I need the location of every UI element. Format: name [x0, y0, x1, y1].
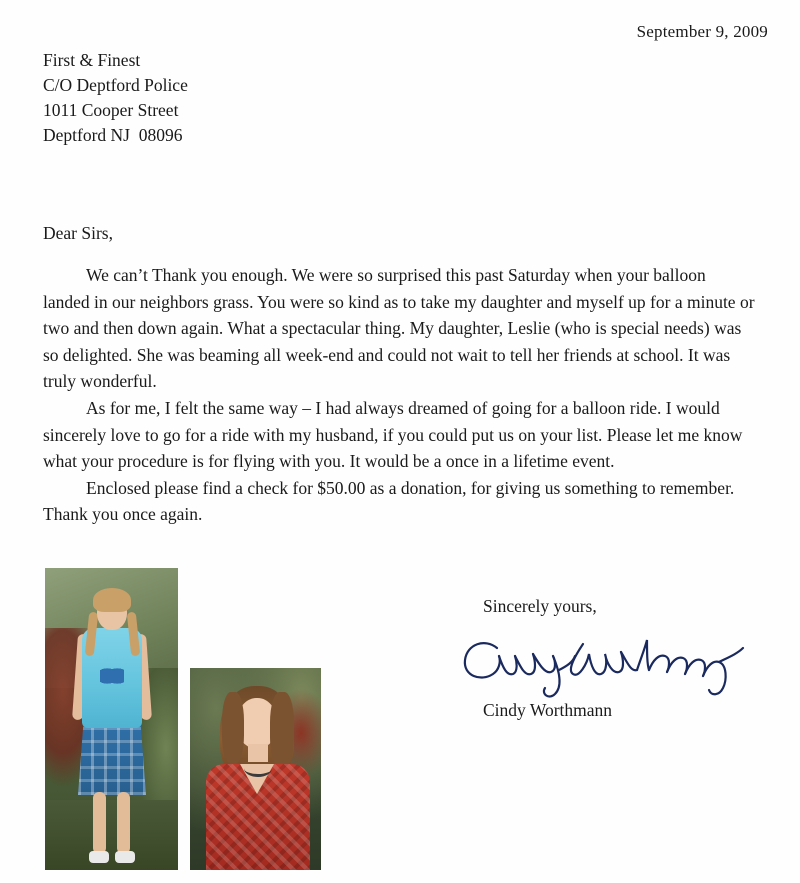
address-line-1: First & Finest — [43, 50, 141, 70]
handwritten-signature — [455, 630, 785, 700]
letter-body — [43, 262, 756, 528]
photo-girl-plaid-skirt — [78, 723, 146, 795]
closing-line: Sincerely yours, — [483, 596, 597, 616]
signer-name: Cindy Worthmann — [483, 700, 613, 720]
letter-date: September 9, 2009 — [636, 22, 768, 41]
recipient-address — [43, 48, 188, 148]
butterfly-icon — [100, 668, 124, 688]
address-line-4: Deptford NJ 08096 — [43, 125, 183, 146]
body-paragraph-3: Enclosed please find a check for $50.00 as a donation, for giving us something to remember. Thank you once again. — [43, 477, 735, 525]
body-paragraph-2: As for me, I felt the same way – I had always dreamed of going for a balloon ride. I would sincerely love to go for a ride with my husband, if you could put us on your list. Please let me know what your procedure is for flying with you. It would be a once in a lifetime event. — [43, 397, 743, 472]
photo-girl-background-grass — [45, 800, 178, 870]
photo-woman-hair-right — [270, 692, 294, 768]
address-line-2: C/O Deptford Police — [43, 75, 188, 96]
address-line-3: 1011 Cooper Street — [43, 100, 179, 121]
body-paragraph-1: We can’t Thank you enough. We were so surprised this past Saturday when your balloon landed in our neighbors grass. You were so kind as to take my daughter and myself up for a minute or two and then down again. What a spectacular thing. My daughter, Leslie (who is special needs) was so delighted. She was beaming all week-end and could not wait to tell her friends at school. It was truly wonderful. — [43, 265, 755, 392]
photo-woman — [190, 668, 321, 870]
photo-girl-leg-left — [93, 792, 106, 854]
photo-girl-shoe-left — [89, 851, 109, 863]
photo-girl-leg-right — [117, 792, 130, 854]
salutation: Dear Sirs, — [43, 223, 113, 243]
photo-girl-hair — [93, 588, 131, 612]
photo-girl-shoe-right — [115, 851, 135, 863]
photo-girl — [45, 568, 178, 870]
photo-woman-hair-left — [222, 692, 244, 764]
photo-woman-necklace — [244, 760, 272, 777]
